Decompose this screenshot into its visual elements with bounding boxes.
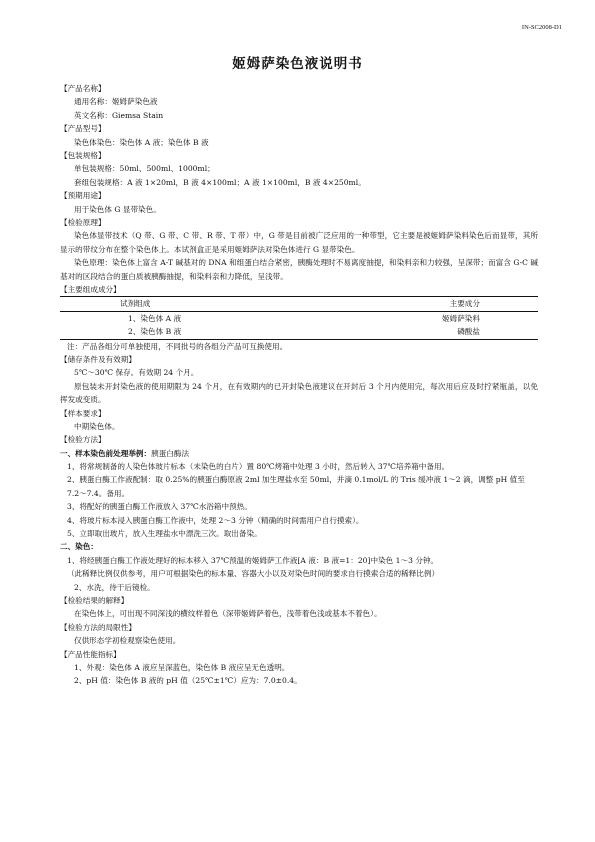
method-step-5: 5、立即取出玻片，放入生理盐水中漂洗三次。取出备染。: [67, 529, 262, 539]
staining-step-1: 1、将经胰蛋白酶工作液处理好的标本移入 37℃预温的姬姆萨工作液[A 液：B 液=1：20]中染色 1～3 分钟。: [67, 555, 439, 565]
storage-line-1: 5℃～30℃ 保存。有效期 24 个月。: [74, 368, 199, 378]
section-heading-product-name: 【产品名称】: [60, 84, 106, 93]
components-header-reagent: 试剂组成: [60, 297, 299, 311]
section-heading-intended-use: 【预期用途】: [60, 191, 106, 201]
section-heading-performance: 【产品性能指标】: [60, 649, 121, 659]
performance-ph: 2、pH 值：染色体 B 液的 pH 值（25℃±1℃）应为：7.0±0.4。: [74, 676, 302, 686]
component-reagent: 2、染色体 B 液: [60, 325, 299, 339]
component-ingredient: 磷酸盐: [299, 325, 538, 339]
result-value: 在染色体上，可出现不同深浅的横纹样着色（深带姬姆萨着色，浅带着色浅或基本不着色）。: [74, 609, 382, 619]
principle-paragraph-2: 染色原理：染色体上富含 A-T 碱基对的 DNA 和组蛋白结合紧密，胰酶处理时不易离度抽提，和染料亲和力较强，呈深带；而富含 G-C 碱基对的区段结合的蛋白质被胰酶抽提，和染料亲和力降低，呈浅带。: [60, 258, 538, 281]
section-heading-components: 【主要组成成分】: [60, 284, 121, 294]
method-step-2: 2、胰蛋白酶工作液配制：取 0.25%的胰蛋白酶原液 2ml 加生理盐水至 50ml，并滴 0.1mol/L 的 Tris 缓冲液 1～2 滴，调整 pH 值至 7.2～7.4。备用。: [67, 475, 525, 498]
components-header-ingredient: 主要成分: [299, 297, 538, 311]
package-single: 单包装规格：50ml、500ml、1000ml；: [74, 164, 215, 174]
method-part-1-tail: 胰蛋白酶法: [151, 448, 190, 458]
page-title: 姬姆萨染色液说明书: [232, 56, 363, 72]
components-note: 注：产品各组分可单独使用，不同批号的各组分产品可互换使用。: [67, 341, 288, 351]
method-step-3: 3、将配好的胰蛋白酶工作液放入 37℃水浴箱中预热。: [67, 502, 252, 512]
table-row: [60, 325, 538, 339]
section-heading-package: 【包装规格】: [60, 150, 106, 160]
section-heading-product-model: 【产品型号】: [60, 124, 106, 134]
section-heading-limitation: 【检验方法的局限性】: [60, 622, 136, 632]
section-heading-storage: 【储存条件及有效期】: [60, 354, 136, 364]
generic-name: 通用名称：姬姆萨染色液: [74, 97, 158, 107]
document-body: [60, 82, 538, 688]
staining-step-1-note: （此稀释比例仅供参考，用户可根据染色的标本量、容器大小以及对染色时间的要求自行摸索合适的稀释比例）: [67, 569, 440, 579]
principle-paragraph-1: 染色体显带技术（Q 带、G 带、C 带、R 带、T 带）中，G 带是目前被广泛应用的一种带型，它主要是被姬姆萨染料染色后而显带，其所显示的带纹分布在整个染色体上。本试剂盒正是采用姬姆萨法对染色体进行 G 显带染色。: [60, 231, 538, 254]
method-step-4: 4、将玻片标本浸入胰蛋白酶工作液中，处理 2～3 分钟（精确的时间需用户自行摸索）。: [67, 515, 364, 525]
staining-step-2: 2、水洗，待干后镜检。: [74, 582, 155, 592]
method-part-1: [60, 447, 538, 460]
intended-use-value: 用于染色体 G 显带染色。: [74, 204, 161, 214]
english-name: 英文名称：Giemsa Stain: [74, 110, 164, 120]
product-model-value: 染色体染色：染色体 A 液；染色体 B 液: [74, 137, 209, 147]
sample-value: 中期染色体。: [74, 421, 120, 431]
section-heading-method: 【检验方法】: [60, 435, 106, 445]
section-heading-result: 【检验结果的解释】: [60, 596, 129, 606]
section-heading-principle: 【检验原理】: [60, 217, 106, 227]
component-reagent: 1、染色体 A 液: [128, 313, 182, 323]
component-ingredient: 姬姆萨染料: [442, 313, 480, 323]
storage-line-2: 原包装未开封染色液的使用期限为 24 个月，在有效期内的已开封染色液建议在开封后 3 个月内使用完，每次用后应及时拧紧瓶盖，以免挥发或变质。: [60, 381, 538, 405]
package-kit: 套组包装规格：A 液 1×20ml，B 液 4×100ml；A 液 1×100ml，B 液 4×250ml。: [74, 177, 366, 187]
components-header-row: [60, 297, 538, 311]
method-part-2-title: 二、染色：: [60, 542, 98, 552]
components-table: [60, 296, 538, 339]
section-heading-sample: 【样本要求】: [60, 408, 106, 418]
table-row: [60, 311, 538, 325]
document-code: IN-SC2008-D1: [521, 24, 562, 31]
method-part-1-title: 一、样本染色前处理举例：: [60, 448, 152, 458]
performance-appearance: 1、外观：染色体 A 液应呈深蓝色，染色体 B 液应呈无色透明。: [74, 662, 290, 672]
method-step-1: 1、将常规制备的人染色体玻片标本（未染色的白片）置 80℃烤箱中处理 3 小时，然后转入 37℃培养箱中备用。: [67, 462, 450, 472]
limitation-value: 仅供形态学初检观察染色使用。: [74, 636, 181, 646]
method-part-2: [60, 540, 538, 553]
